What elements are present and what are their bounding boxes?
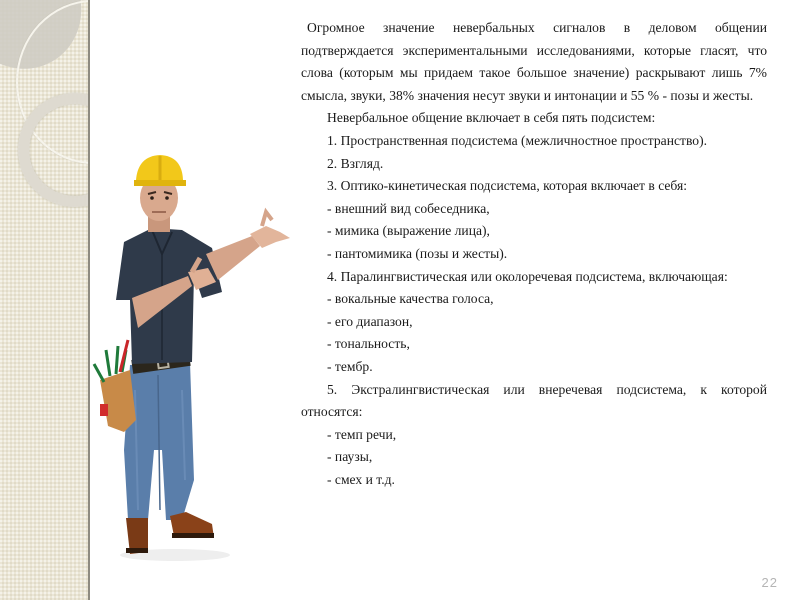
intro-paragraph: Огромное значение невербальных сигналов в деловом общении подтверждается экспериментальными исследованиями, которые гласят, что слова (которым мы придаем такое большое значение) раскрывают лишь 7% смысла, звуки, 38% значения несут звуки и интонации и 55 % - позы и жесты. — [301, 20, 767, 103]
list-item: 2. Взгляд. — [327, 155, 384, 171]
list-item: - пантомимика (позы и жесты). — [327, 245, 508, 261]
lead-paragraph: Невербальное общение включает в себя пять подсистем: — [327, 110, 656, 126]
list-item: 5. Экстралингвистическая или внеречевая подсистема, к которой относятся: — [301, 381, 767, 420]
list-item: - смех и т.д. — [327, 471, 395, 487]
slide-page-number: 22 — [761, 575, 778, 590]
list-item: 4. Паралингвистическая или околоречевая подсистема, включающая: — [327, 268, 728, 284]
list-item: - мимика (выражение лица), — [327, 223, 490, 239]
list-item: 1. Пространственная подсистема (межличностное пространство). — [327, 132, 708, 148]
list-item: - вокальные качества голоса, — [327, 291, 494, 307]
list-item: - внешний вид собеседника, — [327, 200, 490, 216]
list-item: - тембр. — [327, 358, 373, 374]
list-item: - паузы, — [327, 449, 373, 465]
slide-text-body — [301, 17, 767, 491]
list-item: - его диапазон, — [327, 313, 413, 329]
construction-worker-icon — [90, 150, 300, 570]
worker-illustration — [90, 150, 300, 570]
list-item: 3. Оптико-кинетическая подсистема, которая включает в себя: — [327, 178, 688, 194]
list-item: - тональность, — [327, 336, 410, 352]
decorative-sidebar — [0, 0, 90, 600]
list-item: - темп речи, — [327, 426, 397, 442]
